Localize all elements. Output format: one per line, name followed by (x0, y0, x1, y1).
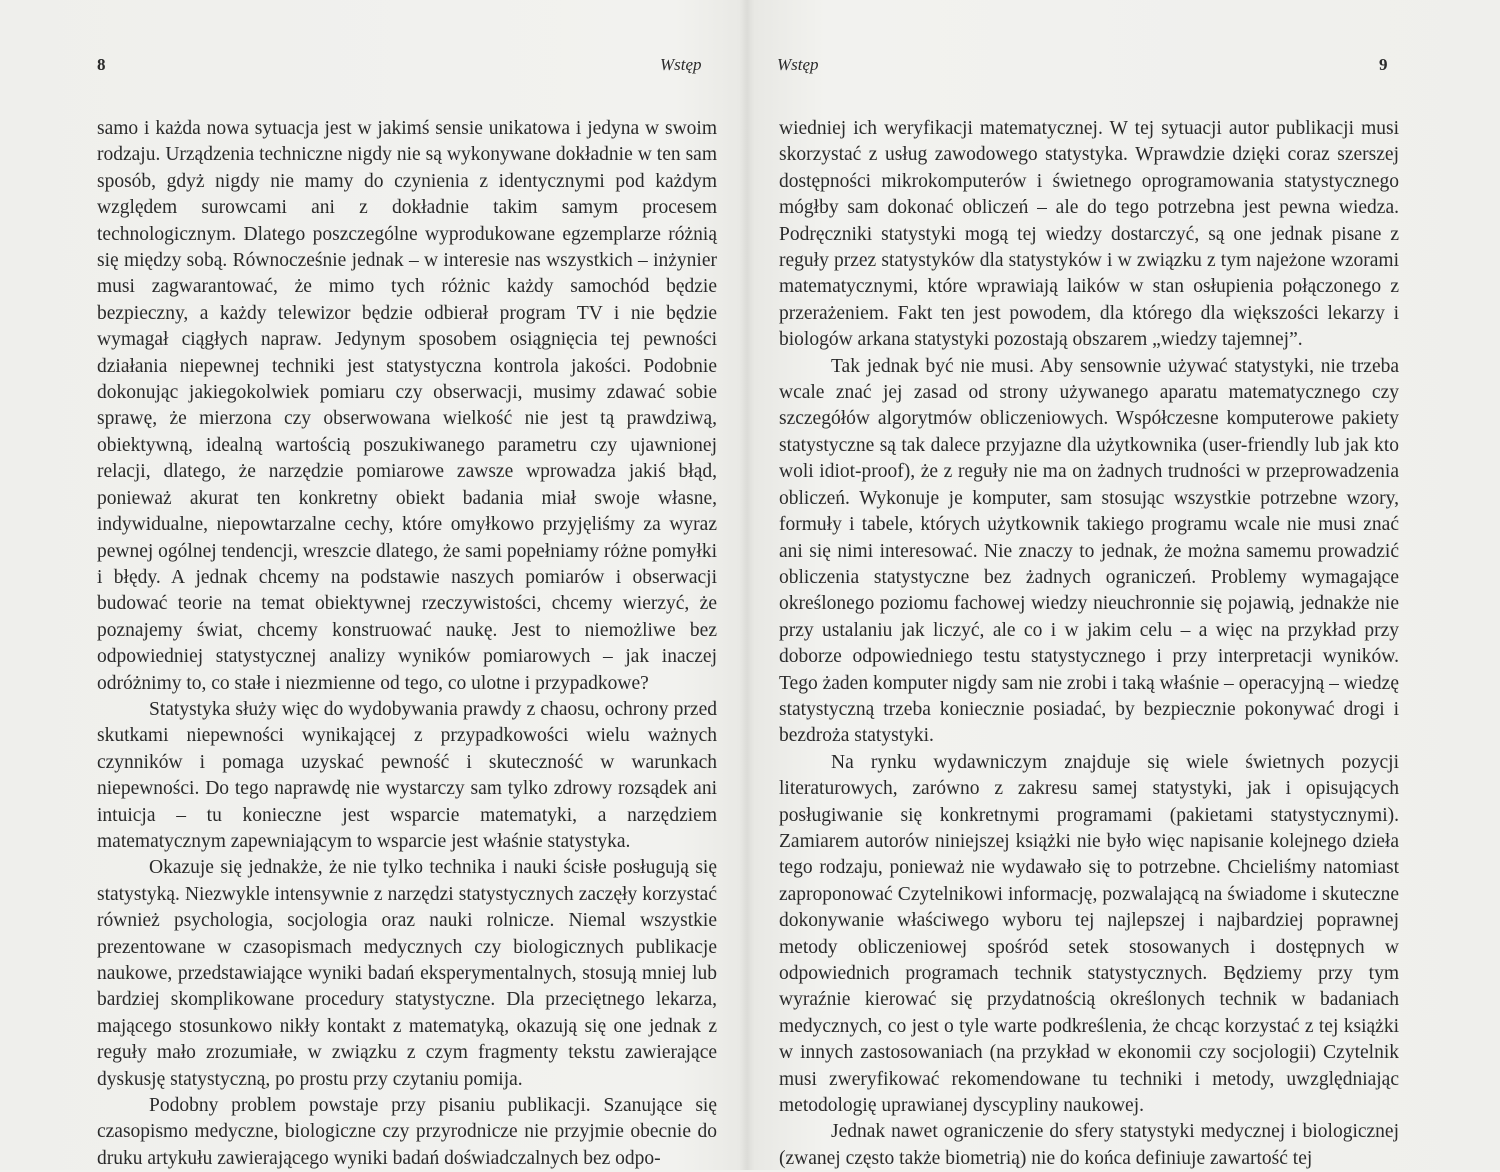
paragraph: Statystyka służy więc do wydobywania prawdy z chaosu, ochrony przed skutkami niepewności wynikającej z przypadkowości wielu ważnych czynników i pomaga uzyskać pewność i skuteczność w warunkach niepewności. Do tego naprawdę nie wystarczy sam tylko zdrowy rozsądek ani intuicja – tu konieczne jest wsparcie matematyki, a narzędziem matematycznym zapewniającym to wsparcie jest właśnie statystyka. (97, 698, 717, 852)
paragraph: Tak jednak być nie musi. Aby sensownie używać statystyki, nie trzeba wcale znać jej zasad od strony używanego aparatu matematycznego czy szczegółów algorytmów obliczeniowych. Współczesne komputerowe pakiety statystyczne są tak dalece przyjazne dla użytkownika (user-friendly lub jak kto woli idiot-proof), że z reguły nie ma on żadnych trudności w przeprowadzenia obliczeń. Wykonuje je komputer, sam stosując wszystkie potrzebne wzory, formuły i tabele, których użytkownik takiego programu wcale nie musi znać ani się nimi interesować. Nie znaczy to jednak, że można samemu prowadzić obliczenia statystyczne bez żadnych ograniczeń. Problemy wymagające określonego poziomu fachowej wiedzy nieuchronnie się pojawią, jednakże nie przy ustalaniu jak liczyć, ale co i w jakim celu – a więc na przykład przy doborze odpowiedniego testu statystycznego i przy interpretacji wyników. Tego żaden komputer nigdy sam nie zrobi i taką właśnie – operacyjną – wiedzę statystyczną trzeba koniecznie posiadać, by bezpiecznie pokonywać drogi i bezdroża statystyki. (779, 355, 1399, 747)
page-number: 9 (1379, 55, 1388, 74)
paragraph: samo i każda nowa sytuacja jest w jakimś sensie unikatowa i jedyna w swoim rodzaju. Urządzenia techniczne nigdy nie są wykonywane dokładnie w ten sam sposób, gdyż nigdy nie mamy do czynienia z identycznymi pod każdym względem surowcami ani z dokładnie takim samym procesem technologicznym. Dlatego poszczególne wyprodukowane egzemplarze różnią się między sobą. Równocześnie jednak – w interesie nas wszystkich – inżynier musi zagwarantować, że mimo tych różnic każdy samochód będzie bezpieczny, a każdy telewizor będzie odbierał program TV i nie będzie wymagał ciągłych napraw. Jedynym sposobem osiągnięcia tej pewności działania niepewnej techniki jest statystyczna kontrola jakości. Podobnie dokonując jakiegokolwiek pomiaru czy obserwacji, musimy zdawać sobie sprawę, że mierzona czy obserwowana wielkość nie jest tą prawdziwą, obiektywną, idealną wartością poszukiwanego parametru czy ujawnionej relacji, dlatego, że narzędzie pomiarowe zawsze wprowadza jakiś błąd, ponieważ akurat ten konkretny obiekt badania miał swoje własne, indywidualne, niepowtarzalne cechy, które omyłkowo przyjęliśmy za wyraz pewnej ogólnej tendencji, wreszcie dlatego, że sami popełniamy różne pomyłki i błędy. A jednak chcemy na podstawie naszych pomiarów i obserwacji budować teorie na temat obiektywnej rzeczywistości, chcemy wierzyć, że poznajemy świat, chcemy konstruować naukę. Jest to niemożliwe bez odpowiedniej statystycznej analizy wyników pomiarowych – jak inaczej odróżnimy to, co stałe i niezmienne od tego, co ulotne i przypadkowe? (97, 118, 718, 694)
paragraph: Okazuje się jednakże, że nie tylko technika i nauki ścisłe posługują się statystyką. Niezwykle intensywnie z narzędzi statystycznych zaczęły korzystać również psychologia, socjologia oraz nauki rolnicze. Niemal wszystkie prezentowane w czasopismach medycznych czy biologicznych publikacje naukowe, przedstawiające wyniki badań eksperymentalnych, stosują mniej lub bardziej skomplikowane procedury statystyczne. Dla przeciętnego lekarza, mającego stosunkowo nikły kontakt z matematyką, okazują się one jednak z reguły mało zrozumiałe, w związku z czym fragmenty tekstu zawierające dyskusję statystyczną, po prostu przy czytaniu pomija. (97, 857, 717, 1090)
body-text (779, 116, 1399, 1172)
running-head: Wstęp (660, 55, 702, 74)
paragraph: Podobny problem powstaje przy pisaniu publikacji. Szanujące się czasopismo medyczne, biologiczne czy przyrodnicze nie przyjmie obecnie do druku artykułu zawierającego wyniki badań doświadczalnych bez odpo- (97, 1095, 717, 1169)
left-page (0, 0, 749, 1170)
right-page (751, 0, 1500, 1170)
running-head: Wstęp (777, 55, 819, 74)
body-text (97, 116, 717, 1172)
paragraph: wiedniej ich weryfikacji matematycznej. W tej sytuacji autor publikacji musi skorzystać z usług zawodowego statystyka. Wprawdzie dzięki coraz szerszej dostępności mikrokomputerów i świetnego oprogramowania statystycznego mógłby sam dokonać obliczeń – ale do tego potrzebna jest pewna wiedza. Podręczniki statystyki mogą tej wiedzy dostarczyć, są one jednak pisane z reguły przez statystyków dla statystyków i w związku z tym najeżone wzorami matematycznymi, które wprawiają laików w stan osłupienia połączonego z przerażeniem. Fakt ten jest powodem, dla którego dla większości lekarzy i biologów arkana statystyki pozostają obszarem „wiedzy tajemnej”. (779, 118, 1399, 351)
paragraph: Jednak nawet ograniczenie do sfery statystyki medycznej i biologicznej (zwanej często także biometrią) nie do końca definiuje zawartość tej (779, 1121, 1399, 1169)
page-number: 8 (97, 55, 106, 74)
paragraph: Na rynku wydawniczym znajduje się wiele świetnych pozycji literaturowych, zarówno z zakresu samej statystyki, jak i opisujących posługiwanie się konkretnymi programami (pakietami statystycznymi). Zamiarem autorów niniejszej książki nie było więc napisanie kolejnego dzieła tego rodzaju, ponieważ nie wydawało się to potrzebne. Chcieliśmy natomiast zaproponować Czytelnikowi informację, pozwalającą na świadome i skuteczne dokonywanie właściwego wyboru tej najlepszej i najbardziej poprawnej metody obliczeniowej spośród setek stosowanych i dostępnych w odpowiednich programach technik statystycznych. Będziemy przy tym wyraźnie kierować się przydatnością określonych technik w badaniach medycznych, co jest o tyle warte podkreślenia, że chcąc korzystać z tej książki w innych zastosowaniach (na przykład w ekonomii czy socjologii) Czytelnik musi zweryfikować rekomendowane tu techniki i metody, uwzględniając metodologię uprawianej dyscypliny naukowej. (779, 751, 1399, 1117)
